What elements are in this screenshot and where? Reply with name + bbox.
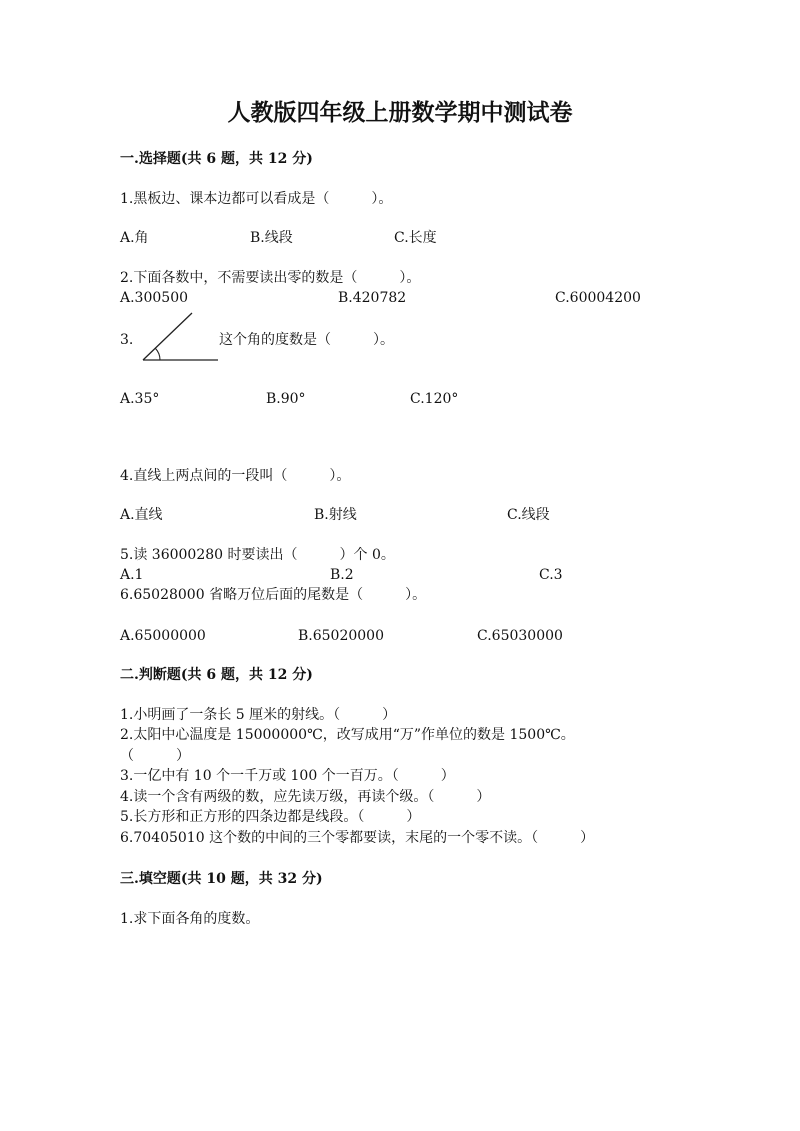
question-3-option-c: C.120° bbox=[410, 391, 459, 407]
angle-slanted-ray bbox=[143, 313, 192, 360]
judgement-item-2-bracket: （ ） bbox=[120, 748, 190, 764]
section-heading-fill-blank: 三.填空题(共 10 题，共 32 分) bbox=[120, 871, 323, 887]
question-3-option-a: A.35° bbox=[120, 391, 160, 407]
judgement-item-3: 3.一亿中有 10 个一千万或 100 个一百万。（ ） bbox=[120, 768, 455, 784]
question-1-option-c: C.长度 bbox=[394, 230, 437, 246]
question-2-option-b: B.420782 bbox=[338, 290, 407, 306]
question-1-option-b: B.线段 bbox=[250, 230, 293, 246]
angle-arc bbox=[155, 348, 160, 360]
judgement-item-4: 4.读一个含有两级的数，应先读万级，再读个级。（ ） bbox=[120, 789, 491, 805]
question-3-stem: 这个角的度数是（ ）。 bbox=[219, 332, 394, 348]
angle-figure bbox=[140, 312, 220, 364]
question-2-option-a: A.300500 bbox=[120, 290, 189, 306]
question-1-option-a: A.角 bbox=[120, 230, 149, 246]
question-3-option-b: B.90° bbox=[266, 391, 306, 407]
judgement-item-6: 6.70405010 这个数的中间的三个零都要读，末尾的一个零不读。（ ） bbox=[120, 830, 595, 846]
question-5-option-c: C.3 bbox=[539, 567, 563, 583]
question-5-option-a: A.1 bbox=[120, 567, 144, 583]
judgement-item-2: 2.太阳中心温度是 15000000℃，改写成用“万”作单位的数是 1500℃。 bbox=[120, 727, 575, 743]
question-1-stem: 1.黑板边、课本边都可以看成是（ ）。 bbox=[120, 191, 393, 207]
question-2-stem: 2.下面各数中，不需要读出零的数是（ ）。 bbox=[120, 270, 421, 286]
judgement-item-5: 5.长方形和正方形的四条边都是线段。（ ） bbox=[120, 809, 421, 825]
question-4-option-c: C.线段 bbox=[507, 507, 550, 523]
question-2-option-c: C.60004200 bbox=[555, 290, 641, 306]
question-5-stem: 5.读 36000280 时要读出（ ）个 0。 bbox=[120, 547, 395, 563]
question-6-option-a: A.65000000 bbox=[120, 628, 206, 644]
question-6-stem: 6.65028000 省略万位后面的尾数是（ ）。 bbox=[120, 587, 427, 603]
question-6-option-b: B.65020000 bbox=[298, 628, 384, 644]
question-4-option-a: A.直线 bbox=[120, 507, 163, 523]
page-title: 人教版四年级上册数学期中测试卷 bbox=[227, 99, 573, 126]
judgement-item-1: 1.小明画了一条长 5 厘米的射线。（ ） bbox=[120, 707, 397, 723]
section-heading-judgement: 二.判断题(共 6 题，共 12 分) bbox=[120, 667, 313, 683]
fill-blank-question-1: 1.求下面各角的度数。 bbox=[120, 911, 260, 927]
question-6-option-c: C.65030000 bbox=[477, 628, 563, 644]
question-4-option-b: B.射线 bbox=[314, 507, 357, 523]
question-5-option-b: B.2 bbox=[330, 567, 354, 583]
question-3-number: 3. bbox=[120, 332, 134, 348]
question-4-stem: 4.直线上两点间的一段叫（ ）。 bbox=[120, 468, 351, 484]
section-heading-choice: 一.选择题(共 6 题，共 12 分) bbox=[120, 151, 313, 167]
